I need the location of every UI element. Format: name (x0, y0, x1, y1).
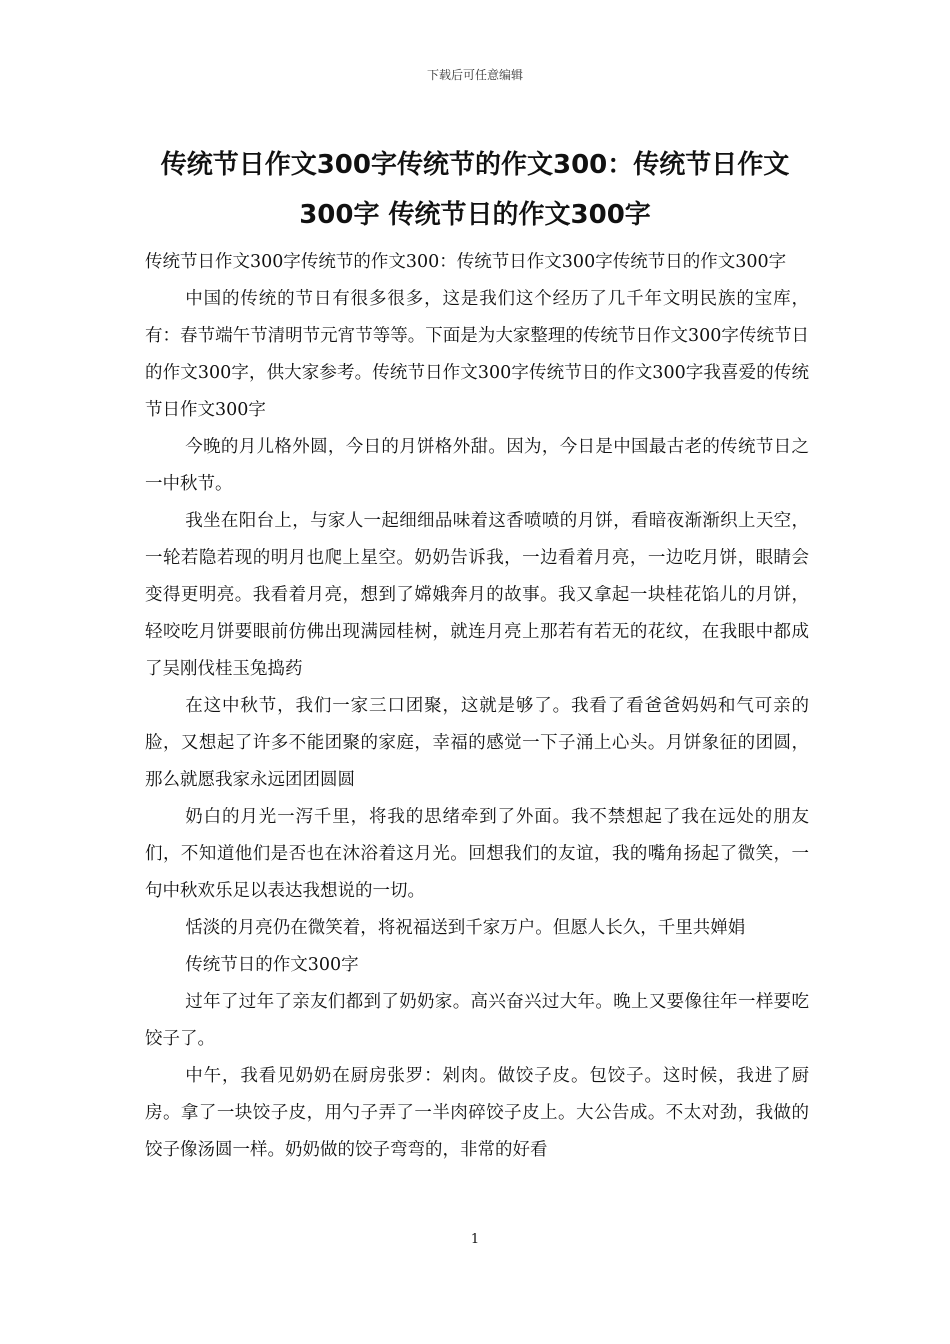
paragraph: 中午，我看见奶奶在厨房张罗：剁肉。做饺子皮。包饺子。这时候，我进了厨房。拿了一块饺子皮，用勺子弄了一半肉碎饺子皮上。大公告成。不太对劲，我做的饺子像汤圆一样。奶奶做的饺子弯弯的，非常的好看 (145, 1066, 809, 1160)
title-line-1: 传统节日作文300字传统节的作文300：传统节日作文 (160, 150, 790, 180)
section-heading: 传统节日的作文300字 (185, 955, 359, 975)
paragraph: 今晚的月儿格外圆，今日的月饼格外甜。因为，今日是中国最古老的传统节日之一中秋节。 (145, 437, 809, 494)
paragraph: 过年了过年了亲友们都到了奶奶家。高兴奋兴过大年。晚上又要像往年一样要吃饺子了。 (145, 992, 809, 1049)
paragraph: 奶白的月光一泻千里，将我的思绪牵到了外面。我不禁想起了我在远处的朋友们，不知道他们是否也在沐浴着这月光。回想我们的友谊，我的嘴角扬起了微笑，一句中秋欢乐足以表达我想说的一切。 (145, 807, 809, 901)
paragraph-summary: 传统节日作文300字传统节的作文300：传统节日作文300字传统节日的作文300字 (145, 252, 787, 272)
title-line-2: 300字 传统节日的作文300字 (299, 200, 651, 230)
document-title (140, 140, 810, 240)
document-body (145, 244, 809, 1169)
page-number: 1 (470, 1232, 480, 1247)
paragraph: 恬淡的月亮仍在微笑着，将祝福送到千家万户。但愿人长久，千里共婵娟 (185, 918, 746, 938)
paragraph: 在这中秋节，我们一家三口团聚，这就是够了。我看了看爸爸妈妈和气可亲的脸，又想起了许多不能团聚的家庭，幸福的感觉一下子涌上心头。月饼象征的团圆，那么就愿我家永远团团圆圆 (145, 696, 809, 790)
paragraph: 中国的传统的节日有很多很多，这是我们这个经历了几千年文明民族的宝库，有：春节端午节清明节元宵节等等。下面是为大家整理的传统节日作文300字传统节日的作文300字，供大家参考。传统节日作文300字传统节日的作文300字我喜爱的传统节日作文300字 (145, 289, 809, 420)
paragraph: 我坐在阳台上，与家人一起细细品味着这香喷喷的月饼，看暗夜渐渐织上天空，一轮若隐若现的明月也爬上星空。奶奶告诉我，一边看着月亮，一边吃月饼，眼睛会变得更明亮。我看着月亮，想到了嫦娥奔月的故事。我又拿起一块桂花馅儿的月饼，轻咬吃月饼要眼前仿佛出现满园桂树，就连月亮上那若有若无的花纹，在我眼中都成了吴刚伐桂玉兔捣药 (145, 511, 809, 679)
header-note: 下载后可任意编辑 (426, 68, 523, 82)
